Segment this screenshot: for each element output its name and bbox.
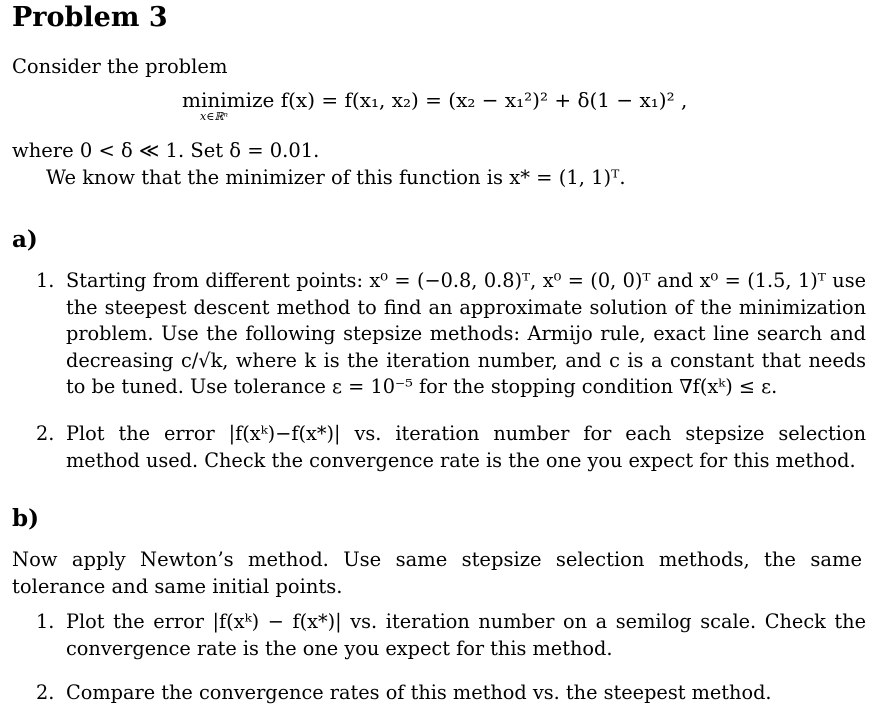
item-text: Compare the convergence rates of this method vs. the steepest method. (66, 681, 772, 704)
item-text: Plot the error |f(xᵏ) − f(x*)| vs. iteration number on a semilog scale. Check the convergence rate is the one you expect for this method. (66, 610, 866, 660)
list-item (36, 609, 868, 665)
part-b-heading: b) (12, 505, 39, 532)
item-number: 2. (36, 681, 55, 704)
part-b-intro: Now apply Newton’s method. Use same stepsize selection methods, the same tolerance and same initial points. (12, 548, 862, 598)
list-item (36, 421, 868, 481)
item-text: Starting from different points: x⁰ = (−0.8, 0.8)ᵀ, x⁰ = (0, 0)ᵀ and x⁰ = (1.5, 1)ᵀ use the steepest descent method to find an approximate solution of the minimization problem. Use the following stepsize methods: Armijo rule, exact line search and decreasing c/√k, where k is the iteration number, and c is a constant that needs to be tuned. Use tolerance ε = 10⁻⁵ for the stopping condition ∇f(xᵏ) ≤ ε. (66, 269, 866, 398)
item-number: 1. (36, 610, 55, 633)
where-line: where 0 < δ ≪ 1. Set δ = 0.01. (12, 139, 320, 162)
list-item (36, 268, 868, 408)
objective-equation: minimize f(x) = f(x₁, x₂) = (x₂ − x₁²)² + δ(1 − x₁)² , (182, 88, 688, 112)
item-number: 1. (36, 269, 55, 292)
minimizer-line: We know that the minimizer of this function is x* = (1, 1)ᵀ. (46, 166, 626, 189)
equation-subscript: x∈ℝⁿ (200, 110, 228, 123)
part-a-heading: a) (12, 226, 38, 253)
intro-text: Consider the problem (12, 55, 228, 78)
list-item (36, 680, 868, 710)
item-number: 2. (36, 422, 55, 445)
problem-title: Problem 3 (12, 2, 168, 33)
item-text: Plot the error |f(xᵏ)−f(x*)| vs. iteration number for each stepsize selection method used. Check the convergence rate is the one you expect for this method. (66, 422, 866, 472)
